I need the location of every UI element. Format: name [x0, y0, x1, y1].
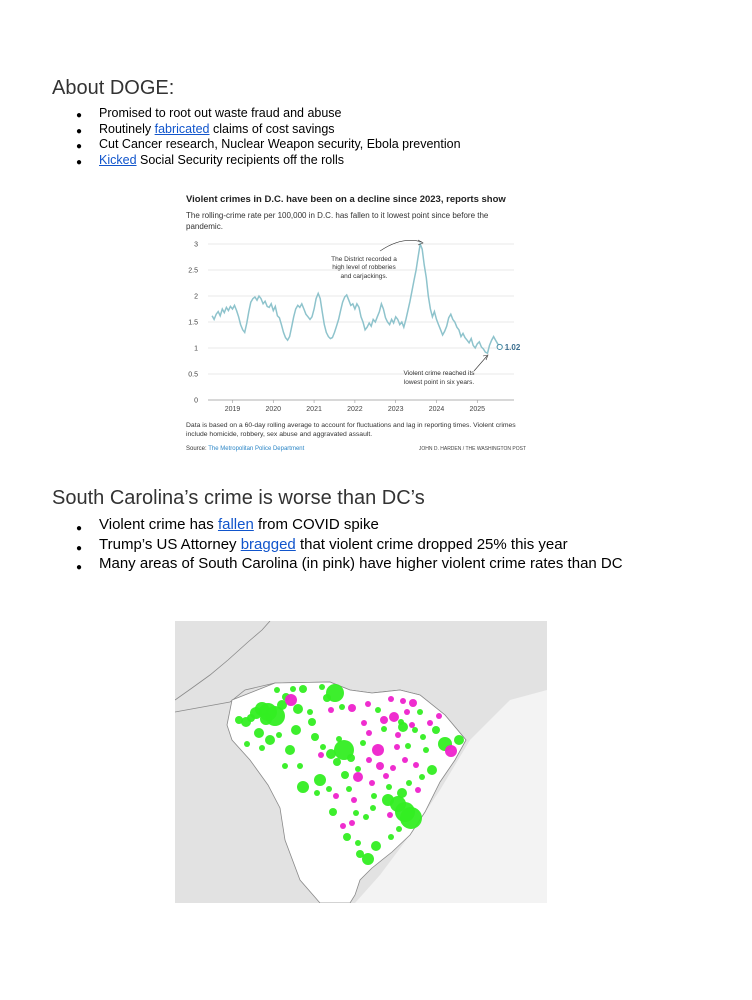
lower-crime-dot	[314, 774, 326, 786]
section-heading-sc: South Carolina’s crime is worse than DC’s	[52, 487, 425, 509]
lower-crime-dot	[355, 766, 361, 772]
higher-crime-dot	[390, 765, 396, 771]
higher-crime-dot	[400, 698, 406, 704]
lower-crime-dot	[297, 781, 309, 793]
lower-crime-dot	[370, 805, 376, 811]
lower-crime-dot	[293, 704, 303, 714]
lower-crime-dot	[320, 744, 326, 750]
peak-annotation	[331, 240, 423, 280]
lower-crime-dot	[355, 840, 361, 846]
lower-crime-dot	[417, 709, 423, 715]
higher-crime-dot	[349, 820, 355, 826]
lower-crime-dot	[343, 833, 351, 841]
y-tick-label: 2.5	[188, 267, 198, 275]
lower-crime-dot	[432, 726, 440, 734]
higher-crime-dot	[376, 762, 384, 770]
higher-crime-dot	[366, 757, 372, 763]
lower-crime-dot	[314, 790, 320, 796]
lower-crime-dot	[308, 718, 316, 726]
lower-crime-dot	[412, 727, 418, 733]
lower-crime-dot	[381, 726, 387, 732]
source-link[interactable]: The Metropolitan Police Department	[208, 446, 305, 452]
lower-crime-dot	[400, 807, 422, 829]
lower-crime-dot	[347, 754, 355, 762]
svg-text:lowest point in six years.: lowest point in six years.	[403, 379, 475, 386]
lower-crime-dot	[397, 788, 407, 798]
lower-crime-dot	[360, 740, 366, 746]
low-annotation	[403, 355, 488, 386]
higher-crime-dot	[366, 730, 372, 736]
lower-crime-dot	[319, 684, 325, 690]
kicked-link[interactable]: Kicked	[99, 153, 137, 168]
list-item: ● Violent crime has fallen from COVID spike	[52, 515, 623, 535]
higher-crime-dot	[351, 797, 357, 803]
lower-crime-dot	[346, 786, 352, 792]
y-tick-label: 1.5	[188, 319, 198, 327]
chart-credit: JOHN D. HARDEN / THE WASHINGTON POST	[418, 446, 526, 452]
fallen-link[interactable]: fallen	[217, 516, 254, 533]
chart-note-line2: include homicide, robbery, sex abuse and aggravated assault.	[186, 431, 373, 438]
lower-crime-dot	[265, 735, 275, 745]
higher-crime-dot	[445, 745, 457, 757]
lower-crime-dot	[375, 707, 381, 713]
lower-crime-dot	[423, 747, 429, 753]
end-point-marker	[497, 344, 502, 349]
lower-crime-dot	[276, 732, 282, 738]
lower-crime-dot	[363, 814, 369, 820]
lower-crime-dot	[405, 743, 411, 749]
chart-note-line1: Data is based on a 60-day rolling average to account for fluctuations and lag in reporting times. Violent crimes	[186, 422, 516, 429]
lower-crime-dot	[307, 709, 313, 715]
sc-bullet-list	[52, 515, 623, 574]
svg-text:high level of robberies: high level of robberies	[332, 264, 396, 271]
y-tick-label: 2	[194, 293, 198, 301]
svg-text:Violent crime reached its: Violent crime reached its	[403, 370, 475, 377]
higher-crime-dot	[372, 744, 384, 756]
list-item: ● Routinely fabricated claims of cost savings	[52, 122, 461, 138]
higher-crime-dot	[365, 701, 371, 707]
lower-crime-dot	[259, 745, 265, 751]
chart-source: Source: The Metropolitan Police Department	[186, 446, 305, 452]
lower-crime-dot	[339, 704, 345, 710]
lower-crime-dot	[454, 735, 464, 745]
lower-crime-dot	[282, 763, 288, 769]
list-item: ● Trump’s US Attorney bragged that violent crime dropped 25% this year	[52, 535, 623, 555]
higher-crime-dot	[333, 793, 339, 799]
higher-crime-dot	[427, 720, 433, 726]
lower-crime-dot	[396, 826, 402, 832]
x-tick-label: 2022	[347, 406, 363, 413]
svg-text:and carjackings.: and carjackings.	[340, 273, 388, 280]
higher-crime-dot	[285, 694, 297, 706]
lower-crime-dot	[388, 834, 394, 840]
higher-crime-dot	[389, 712, 399, 722]
lower-crime-dot	[254, 728, 264, 738]
bragged-link[interactable]: bragged	[240, 535, 296, 553]
chart-title: Violent crimes in D.C. have been on a decline since 2023, reports show	[186, 194, 506, 205]
higher-crime-dot	[394, 744, 400, 750]
lower-crime-dot	[297, 763, 303, 769]
lower-crime-dot	[333, 758, 341, 766]
lower-crime-dot	[326, 786, 332, 792]
lower-crime-dot	[336, 736, 342, 742]
lower-crime-dot	[371, 793, 377, 799]
higher-crime-dot	[353, 772, 363, 782]
lower-crime-dot	[362, 853, 374, 865]
lower-crime-dot	[290, 686, 296, 692]
higher-crime-dot	[404, 709, 410, 715]
lower-crime-dot	[329, 808, 337, 816]
higher-crime-dot	[361, 720, 367, 726]
list-item: ● Many areas of South Carolina (in pink) have higher violent crime rates than DC	[52, 554, 623, 574]
x-tick-label: 2020	[265, 406, 282, 413]
higher-crime-dot	[415, 787, 421, 793]
lower-crime-dot	[285, 745, 295, 755]
x-tick-label: 2021	[306, 406, 322, 413]
higher-crime-dot	[369, 780, 375, 786]
y-tick-label: 0.5	[188, 371, 198, 379]
chart-subtitle-line2: pandemic.	[186, 222, 223, 231]
lower-crime-dot	[353, 810, 359, 816]
higher-crime-dot	[402, 757, 408, 763]
lower-crime-dot	[398, 722, 408, 732]
dc-crime-chart	[184, 188, 530, 454]
chart-y-ticks	[188, 242, 198, 405]
x-tick-label: 2023	[387, 406, 404, 413]
list-item: ● Promised to root out waste fraud and abuse	[52, 106, 461, 122]
lower-crime-dot	[323, 694, 331, 702]
higher-crime-dot	[348, 704, 356, 712]
chart-subtitle-line1: The rolling-crime rate per 100,000 in D.C. has fallen to it lowest point since before the	[186, 211, 489, 220]
list-item: ● Kicked Social Security recipients off the rolls	[52, 153, 461, 169]
fabricated-link[interactable]: fabricated	[154, 121, 210, 136]
higher-crime-dot	[328, 707, 334, 713]
lower-crime-dot	[427, 765, 437, 775]
lower-crime-dot	[420, 734, 426, 740]
lower-crime-dot	[260, 713, 272, 725]
end-value-label: 1.02	[504, 342, 521, 352]
x-tick-label: 2024	[428, 406, 445, 413]
sc-crime-map	[175, 621, 547, 903]
svg-text:The District recorded a: The District recorded a	[331, 256, 397, 263]
y-tick-label: 1	[194, 345, 198, 353]
lower-crime-dot	[406, 780, 412, 786]
higher-crime-dot	[387, 812, 393, 818]
list-item: ● Cut Cancer research, Nuclear Weapon security, Ebola prevention	[52, 137, 461, 153]
y-tick-label: 3	[194, 241, 198, 249]
higher-crime-dot	[413, 762, 419, 768]
lower-crime-dot	[386, 784, 392, 790]
lower-crime-dot	[311, 733, 319, 741]
higher-crime-dot	[383, 773, 389, 779]
y-tick-label: 0	[194, 397, 198, 405]
higher-crime-dot	[409, 699, 417, 707]
higher-crime-dot	[395, 732, 401, 738]
doge-bullet-list	[52, 106, 461, 169]
lower-crime-dot	[371, 841, 381, 851]
chart-x-ticks	[225, 400, 485, 413]
higher-crime-dot	[340, 823, 346, 829]
lower-crime-dot	[274, 687, 280, 693]
lower-crime-dot	[419, 774, 425, 780]
section-heading-doge: About DOGE:	[52, 77, 175, 99]
lower-crime-dot	[291, 725, 301, 735]
higher-crime-dot	[436, 713, 442, 719]
x-tick-label: 2019	[224, 406, 241, 413]
x-tick-label: 2025	[469, 406, 486, 413]
higher-crime-dot	[380, 716, 388, 724]
higher-crime-dot	[318, 752, 324, 758]
higher-crime-dot	[409, 722, 415, 728]
higher-crime-dot	[388, 696, 394, 702]
lower-crime-dot	[341, 771, 349, 779]
lower-crime-dot	[299, 685, 307, 693]
lower-crime-dot	[244, 741, 250, 747]
